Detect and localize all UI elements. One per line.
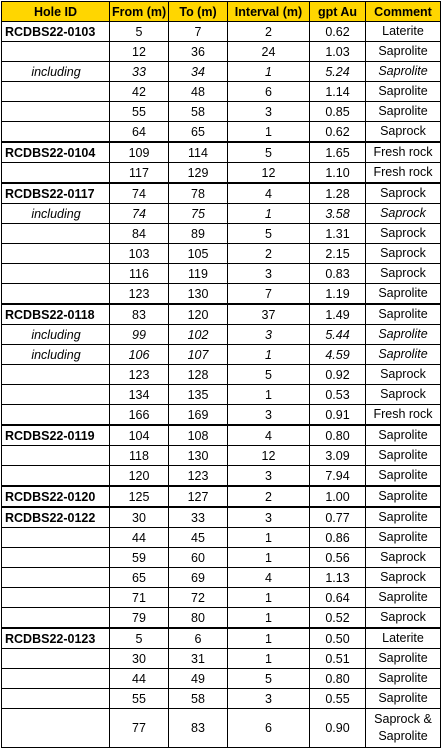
table-row <box>2 325 441 345</box>
gpt-au-cell: 1.13 <box>310 568 366 588</box>
to-cell: 129 <box>169 163 228 184</box>
gpt-au-cell: 1.28 <box>310 183 366 204</box>
gpt-au-cell: 0.64 <box>310 588 366 608</box>
hole-id-cell: RCDBS22-0103 <box>2 22 110 42</box>
table-row <box>2 82 441 102</box>
hole-id-cell <box>2 446 110 466</box>
comment-cell: Saprolite <box>366 507 441 528</box>
gpt-au-cell: 2.15 <box>310 244 366 264</box>
comment-cell: Saprock <box>366 224 441 244</box>
comment-cell: Saprolite <box>366 284 441 305</box>
from-cell: 74 <box>110 204 169 224</box>
comment-cell: Laterite <box>366 22 441 42</box>
from-cell: 123 <box>110 284 169 305</box>
to-cell: 169 <box>169 405 228 426</box>
comment-cell: Saprolite <box>366 588 441 608</box>
interval-cell: 1 <box>228 588 310 608</box>
col-header-from: From (m) <box>110 2 169 22</box>
to-cell: 107 <box>169 345 228 365</box>
comment-cell: Saprock <box>366 244 441 264</box>
hole-id-cell <box>2 405 110 426</box>
table-row <box>2 102 441 122</box>
header-row <box>2 2 441 22</box>
to-cell: 7 <box>169 22 228 42</box>
interval-cell: 3 <box>228 466 310 487</box>
gpt-au-cell: 0.80 <box>310 425 366 446</box>
comment-cell: Fresh rock <box>366 163 441 184</box>
to-cell: 75 <box>169 204 228 224</box>
comment-cell: Saprock <box>366 365 441 385</box>
table-body <box>2 22 441 748</box>
interval-cell: 12 <box>228 163 310 184</box>
interval-cell: 1 <box>228 649 310 669</box>
gpt-au-cell: 0.77 <box>310 507 366 528</box>
table-row <box>2 528 441 548</box>
comment-cell: Saprolite <box>366 486 441 507</box>
table-row <box>2 709 441 748</box>
table-row <box>2 22 441 42</box>
gpt-au-cell: 0.86 <box>310 528 366 548</box>
to-cell: 128 <box>169 365 228 385</box>
interval-cell: 4 <box>228 183 310 204</box>
to-cell: 135 <box>169 385 228 405</box>
interval-cell: 5 <box>228 669 310 689</box>
col-header-interval: Interval (m) <box>228 2 310 22</box>
from-cell: 55 <box>110 689 169 709</box>
comment-cell: Saprolite <box>366 466 441 487</box>
comment-cell: Saprolite <box>366 345 441 365</box>
hole-id-cell: including <box>2 204 110 224</box>
table-row <box>2 507 441 528</box>
from-cell: 30 <box>110 507 169 528</box>
table-row <box>2 204 441 224</box>
to-cell: 58 <box>169 689 228 709</box>
hole-id-cell: RCDBS22-0120 <box>2 486 110 507</box>
to-cell: 105 <box>169 244 228 264</box>
interval-cell: 3 <box>228 507 310 528</box>
gpt-au-cell: 1.10 <box>310 163 366 184</box>
table-row <box>2 425 441 446</box>
interval-cell: 1 <box>228 345 310 365</box>
hole-id-cell <box>2 284 110 305</box>
from-cell: 30 <box>110 649 169 669</box>
table-row <box>2 446 441 466</box>
from-cell: 123 <box>110 365 169 385</box>
from-cell: 118 <box>110 446 169 466</box>
to-cell: 60 <box>169 548 228 568</box>
hole-id-cell <box>2 122 110 143</box>
to-cell: 69 <box>169 568 228 588</box>
interval-cell: 1 <box>228 385 310 405</box>
gpt-au-cell: 5.24 <box>310 62 366 82</box>
table-row <box>2 345 441 365</box>
to-cell: 58 <box>169 102 228 122</box>
from-cell: 64 <box>110 122 169 143</box>
gpt-au-cell: 1.65 <box>310 142 366 163</box>
from-cell: 77 <box>110 709 169 748</box>
table-row <box>2 608 441 629</box>
from-cell: 44 <box>110 669 169 689</box>
table-row <box>2 264 441 284</box>
from-cell: 109 <box>110 142 169 163</box>
table-row <box>2 42 441 62</box>
gpt-au-cell: 0.85 <box>310 102 366 122</box>
interval-cell: 1 <box>228 628 310 649</box>
comment-cell: Saprolite <box>366 62 441 82</box>
interval-cell: 1 <box>228 62 310 82</box>
gpt-au-cell: 1.19 <box>310 284 366 305</box>
to-cell: 48 <box>169 82 228 102</box>
table-row <box>2 466 441 487</box>
hole-id-cell <box>2 689 110 709</box>
comment-cell: Saprolite <box>366 425 441 446</box>
table-row <box>2 689 441 709</box>
comment-cell: Saprolite <box>366 42 441 62</box>
to-cell: 108 <box>169 425 228 446</box>
interval-cell: 2 <box>228 22 310 42</box>
interval-cell: 5 <box>228 365 310 385</box>
table-row <box>2 365 441 385</box>
comment-cell: Fresh rock <box>366 142 441 163</box>
gpt-au-cell: 0.90 <box>310 709 366 748</box>
hole-id-cell: RCDBS22-0104 <box>2 142 110 163</box>
table-row <box>2 628 441 649</box>
hole-id-cell <box>2 385 110 405</box>
hole-id-cell <box>2 669 110 689</box>
gpt-au-cell: 1.14 <box>310 82 366 102</box>
table-row <box>2 304 441 325</box>
to-cell: 89 <box>169 224 228 244</box>
gpt-au-cell: 0.92 <box>310 365 366 385</box>
from-cell: 83 <box>110 304 169 325</box>
table-row <box>2 244 441 264</box>
hole-id-cell <box>2 649 110 669</box>
gpt-au-cell: 3.09 <box>310 446 366 466</box>
from-cell: 42 <box>110 82 169 102</box>
to-cell: 45 <box>169 528 228 548</box>
to-cell: 33 <box>169 507 228 528</box>
comment-cell: Laterite <box>366 628 441 649</box>
from-cell: 5 <box>110 628 169 649</box>
hole-id-cell <box>2 568 110 588</box>
hole-id-cell: RCDBS22-0117 <box>2 183 110 204</box>
from-cell: 117 <box>110 163 169 184</box>
comment-cell: Saprolite <box>366 325 441 345</box>
hole-id-cell <box>2 42 110 62</box>
to-cell: 102 <box>169 325 228 345</box>
to-cell: 34 <box>169 62 228 82</box>
gpt-au-cell: 1.31 <box>310 224 366 244</box>
interval-cell: 37 <box>228 304 310 325</box>
from-cell: 134 <box>110 385 169 405</box>
from-cell: 44 <box>110 528 169 548</box>
to-cell: 78 <box>169 183 228 204</box>
from-cell: 12 <box>110 42 169 62</box>
drill-results-table <box>1 1 441 748</box>
from-cell: 103 <box>110 244 169 264</box>
from-cell: 33 <box>110 62 169 82</box>
table-row <box>2 163 441 184</box>
to-cell: 49 <box>169 669 228 689</box>
gpt-au-cell: 0.91 <box>310 405 366 426</box>
hole-id-cell: RCDBS22-0118 <box>2 304 110 325</box>
gpt-au-cell: 0.62 <box>310 22 366 42</box>
from-cell: 74 <box>110 183 169 204</box>
interval-cell: 5 <box>228 142 310 163</box>
interval-cell: 3 <box>228 102 310 122</box>
col-header-comment: Comment <box>366 2 441 22</box>
col-header-gpt-au: gpt Au <box>310 2 366 22</box>
comment-cell: Saprolite <box>366 689 441 709</box>
gpt-au-cell: 1.49 <box>310 304 366 325</box>
interval-cell: 2 <box>228 486 310 507</box>
to-cell: 36 <box>169 42 228 62</box>
interval-cell: 5 <box>228 224 310 244</box>
hole-id-cell: RCDBS22-0119 <box>2 425 110 446</box>
to-cell: 72 <box>169 588 228 608</box>
interval-cell: 1 <box>228 608 310 629</box>
comment-cell: Saprock <box>366 183 441 204</box>
col-header-hole-id: Hole ID <box>2 2 110 22</box>
hole-id-cell <box>2 709 110 748</box>
comment-cell: Saprolite <box>366 304 441 325</box>
gpt-au-cell: 0.80 <box>310 669 366 689</box>
gpt-au-cell: 3.58 <box>310 204 366 224</box>
from-cell: 104 <box>110 425 169 446</box>
interval-cell: 3 <box>228 264 310 284</box>
interval-cell: 6 <box>228 709 310 748</box>
gpt-au-cell: 0.51 <box>310 649 366 669</box>
hole-id-cell <box>2 365 110 385</box>
to-cell: 127 <box>169 486 228 507</box>
hole-id-cell <box>2 466 110 487</box>
hole-id-cell: RCDBS22-0123 <box>2 628 110 649</box>
to-cell: 130 <box>169 446 228 466</box>
table-row <box>2 183 441 204</box>
from-cell: 84 <box>110 224 169 244</box>
hole-id-cell: including <box>2 345 110 365</box>
table-row <box>2 284 441 305</box>
interval-cell: 4 <box>228 425 310 446</box>
from-cell: 99 <box>110 325 169 345</box>
interval-cell: 4 <box>228 568 310 588</box>
comment-cell: Saprock <box>366 204 441 224</box>
from-cell: 79 <box>110 608 169 629</box>
gpt-au-cell: 5.44 <box>310 325 366 345</box>
interval-cell: 1 <box>228 204 310 224</box>
from-cell: 166 <box>110 405 169 426</box>
comment-cell: Saprock <box>366 608 441 629</box>
hole-id-cell <box>2 102 110 122</box>
hole-id-cell <box>2 608 110 629</box>
to-cell: 83 <box>169 709 228 748</box>
gpt-au-cell: 1.03 <box>310 42 366 62</box>
from-cell: 106 <box>110 345 169 365</box>
table-row <box>2 142 441 163</box>
interval-cell: 1 <box>228 122 310 143</box>
gpt-au-cell: 0.52 <box>310 608 366 629</box>
table-row <box>2 548 441 568</box>
hole-id-cell <box>2 588 110 608</box>
hole-id-cell <box>2 244 110 264</box>
table-row <box>2 649 441 669</box>
table-row <box>2 385 441 405</box>
comment-cell: Saprolite <box>366 446 441 466</box>
to-cell: 120 <box>169 304 228 325</box>
to-cell: 65 <box>169 122 228 143</box>
hole-id-cell <box>2 528 110 548</box>
comment-cell: Saprock <box>366 264 441 284</box>
to-cell: 130 <box>169 284 228 305</box>
table-row <box>2 588 441 608</box>
table-row <box>2 62 441 82</box>
interval-cell: 1 <box>228 528 310 548</box>
interval-cell: 6 <box>228 82 310 102</box>
to-cell: 31 <box>169 649 228 669</box>
hole-id-cell <box>2 82 110 102</box>
gpt-au-cell: 1.00 <box>310 486 366 507</box>
col-header-to: To (m) <box>169 2 228 22</box>
to-cell: 119 <box>169 264 228 284</box>
gpt-au-cell: 4.59 <box>310 345 366 365</box>
from-cell: 59 <box>110 548 169 568</box>
interval-cell: 12 <box>228 446 310 466</box>
table-row <box>2 224 441 244</box>
table-row <box>2 122 441 143</box>
comment-cell: Fresh rock <box>366 405 441 426</box>
gpt-au-cell: 0.55 <box>310 689 366 709</box>
to-cell: 114 <box>169 142 228 163</box>
from-cell: 65 <box>110 568 169 588</box>
to-cell: 6 <box>169 628 228 649</box>
hole-id-cell: including <box>2 325 110 345</box>
hole-id-cell <box>2 264 110 284</box>
to-cell: 80 <box>169 608 228 629</box>
gpt-au-cell: 0.50 <box>310 628 366 649</box>
interval-cell: 7 <box>228 284 310 305</box>
hole-id-cell <box>2 548 110 568</box>
hole-id-cell: RCDBS22-0122 <box>2 507 110 528</box>
comment-cell: Saprock <box>366 122 441 143</box>
from-cell: 120 <box>110 466 169 487</box>
table-row <box>2 486 441 507</box>
comment-cell: Saprock <box>366 385 441 405</box>
comment-cell: Saprock & Saprolite <box>366 709 441 748</box>
interval-cell: 2 <box>228 244 310 264</box>
comment-cell: Saprolite <box>366 82 441 102</box>
hole-id-cell <box>2 163 110 184</box>
interval-cell: 3 <box>228 325 310 345</box>
hole-id-cell <box>2 224 110 244</box>
comment-cell: Saprock <box>366 548 441 568</box>
gpt-au-cell: 0.53 <box>310 385 366 405</box>
table-row <box>2 405 441 426</box>
comment-cell: Saprolite <box>366 102 441 122</box>
comment-cell: Saprolite <box>366 528 441 548</box>
gpt-au-cell: 0.56 <box>310 548 366 568</box>
interval-cell: 3 <box>228 405 310 426</box>
interval-cell: 3 <box>228 689 310 709</box>
comment-cell: Saprolite <box>366 649 441 669</box>
hole-id-cell: including <box>2 62 110 82</box>
comment-cell: Saprock <box>366 568 441 588</box>
comment-cell: Saprolite <box>366 669 441 689</box>
interval-cell: 24 <box>228 42 310 62</box>
to-cell: 123 <box>169 466 228 487</box>
from-cell: 71 <box>110 588 169 608</box>
from-cell: 116 <box>110 264 169 284</box>
from-cell: 55 <box>110 102 169 122</box>
from-cell: 125 <box>110 486 169 507</box>
table-row <box>2 669 441 689</box>
gpt-au-cell: 0.62 <box>310 122 366 143</box>
from-cell: 5 <box>110 22 169 42</box>
gpt-au-cell: 7.94 <box>310 466 366 487</box>
gpt-au-cell: 0.83 <box>310 264 366 284</box>
interval-cell: 1 <box>228 548 310 568</box>
table-row <box>2 568 441 588</box>
